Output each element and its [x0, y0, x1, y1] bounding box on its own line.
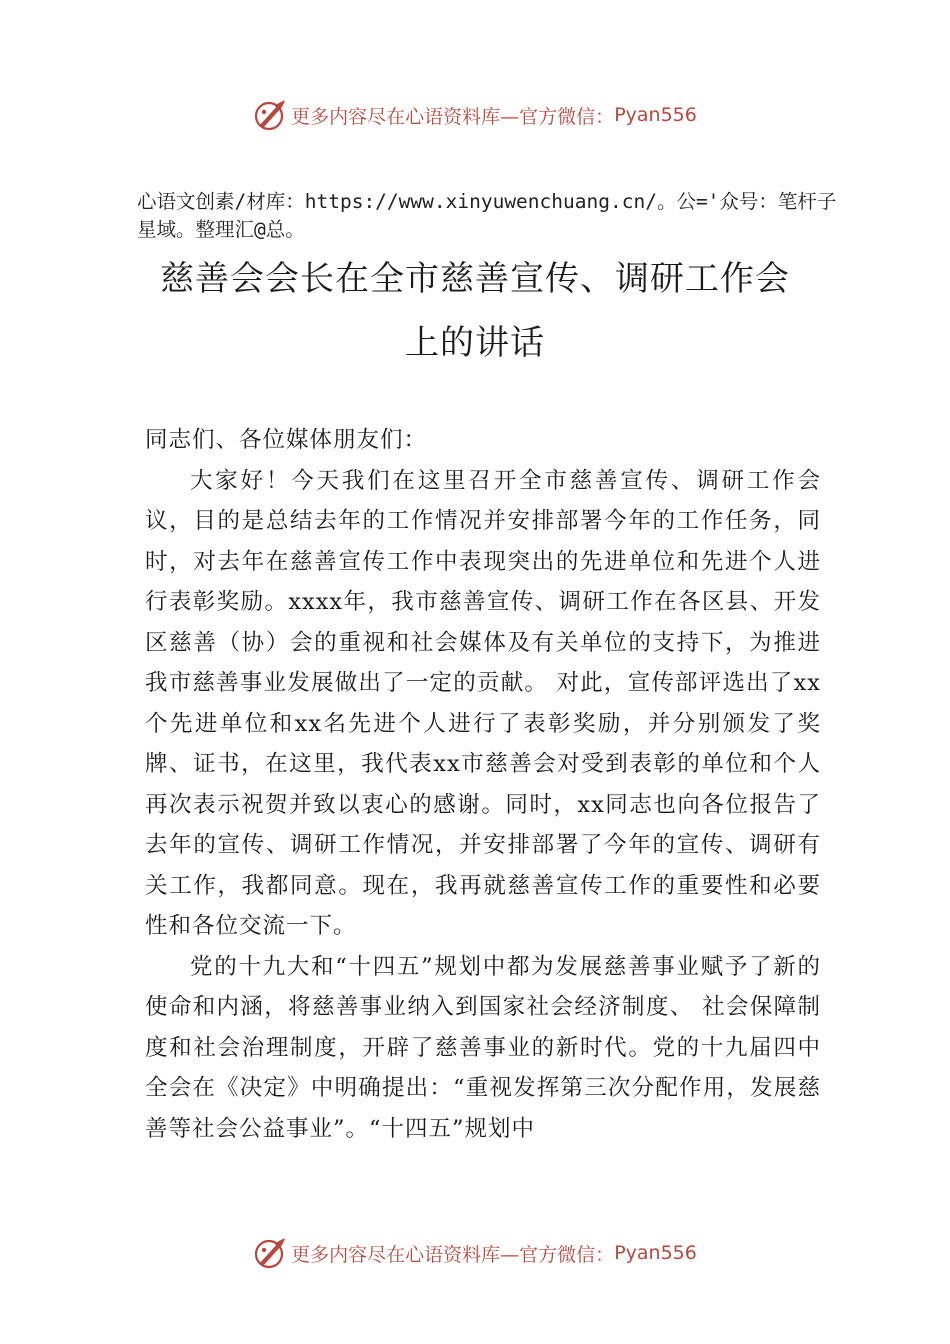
document-title — [110, 247, 840, 375]
salutation: 同志们、各位媒体朋友们： — [145, 427, 428, 453]
quill-logo-icon — [253, 98, 287, 132]
footer-banner — [0, 1231, 950, 1275]
header-banner — [0, 93, 950, 137]
banner-text-wechat-id: Pyan556 — [614, 1242, 697, 1264]
quill-logo-icon — [253, 1236, 287, 1270]
banner-text-library: 更多内容尽在心语资料库— — [291, 1243, 520, 1266]
paragraph-1: 大家好！今天我们在这里召开全市慈善宣传、调研工作会议，目的是总结去年的工作情况并安排部署今年的工作任务，同时，对去年在慈善宣传工作中表现突出的先进单位和先进个人进行表彰奖励。xxxx年，我市慈善宣传、调研工作在各区县、开发区慈善（协）会的重视和社会媒体及有关单位的支持下，为推进我市慈善事业发展做出了一定的贡献。 对此，宣传部评选出了xx个先进单位和xx名先进个人进行了表彰奖励，并分别颁发了奖牌、证书，在这里，我代表xx市慈善会对受到表彰的单位和个人再次表示祝贺并致以衷心的感谢。同时，xx同志也向各位报告了去年的宣传、调研工作情况，并安排部署了今年的宣传、调研有关工作，我都同意。现在，我再就慈善宣传工作的重要性和必要性和各位交流一下。 — [145, 467, 821, 939]
banner-text-wechat-label: 官方微信： — [519, 105, 615, 128]
document-title-line-1: 慈善会会长在全市慈善宣传、调研工作会 — [160, 259, 790, 299]
paragraph-2: 党的十九大和“十四五”规划中都为发展慈善事业赋予了新的使命和内涵，将慈善事业纳入到国家社会经济制度、 社会保障制度和社会治理制度，开辟了慈善事业的新时代。党的十九届四中全会在《决定》中明确提出：“重视发挥第三次分配作用，发展慈善等社会公益事业”。“十四五”规划中 — [145, 953, 821, 1142]
banner-text-wechat-label: 官方微信： — [519, 1243, 615, 1266]
document-title-line-2: 上的讲话 — [405, 323, 545, 363]
document-body — [145, 420, 821, 1149]
banner-text-library: 更多内容尽在心语资料库— — [291, 105, 520, 128]
source-note: 心语文创素/材库：https://www.xinyuwenchuang.cn/。公='众号：笔杆子星域。整理汇@总。 — [137, 190, 837, 241]
banner-text-wechat-id: Pyan556 — [614, 104, 697, 126]
